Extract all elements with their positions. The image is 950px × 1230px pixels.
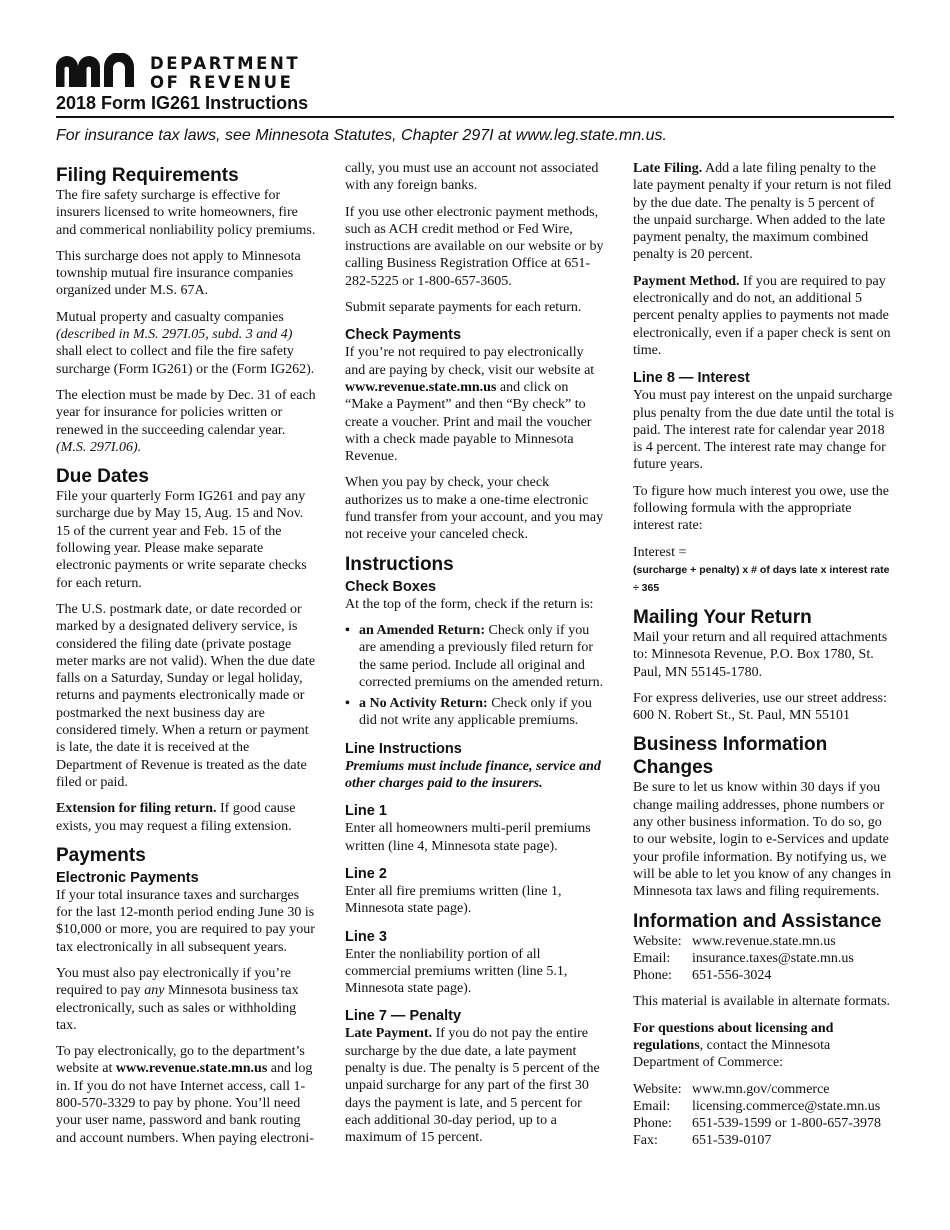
bullet: • bbox=[345, 696, 350, 712]
para-late-filing bbox=[633, 160, 895, 264]
contact-row bbox=[633, 1098, 895, 1115]
para-check-authorizes: When you pay by check, your check authorizes us to make a one-time electronic fund transfer from your account, and you may not receive your canceled check. bbox=[345, 475, 604, 543]
para-fire-safety: The fire safety surcharge is effective for insurers licensed to write homeowners, fire and commerical nonliability policy premiums. bbox=[56, 188, 316, 238]
text: You must also pay electronically if you’re required to pay bbox=[56, 965, 291, 999]
contact-label: Phone: bbox=[633, 968, 672, 984]
heading-instructions: Instructions bbox=[345, 553, 454, 575]
column-2 bbox=[345, 160, 607, 1155]
para-express-delivery: For express deliveries, use our street address: 600 N. Robert St., St. Paul, MN 55101 bbox=[633, 690, 887, 724]
contact-row bbox=[633, 950, 895, 967]
para-file-quarterly: File your quarterly Form IG261 and pay any surcharge due by May 15, Aug. 15 and Nov. 15 of the current year and Feb. 15 of the following year. Please make separate electronic payments or write separate checks for each return. bbox=[56, 489, 307, 591]
return-type-list bbox=[345, 622, 607, 730]
para-postmark: The U.S. postmark date, or date recorded or marked by a designated delivery service, is considered the filing date (private postage meter marks are not valid). When the due date falls on a Saturday, Sunday or legal holiday, returns and payments electronically made or postmarked the next business day are considered timely. When a return or payment is late, the date it is received at the Department of Revenue is treated as the date filed or paid. bbox=[56, 601, 316, 790]
contact-label: Phone: bbox=[633, 1116, 672, 1132]
para-extension bbox=[56, 800, 318, 835]
contact-row bbox=[633, 1115, 895, 1132]
text: If you’re not required to pay electronically and are paying by check, visit our website at bbox=[345, 345, 595, 378]
contact-row bbox=[633, 933, 895, 950]
para-top-of-form: At the top of the form, check if the return is: bbox=[345, 596, 594, 612]
run-in-heading: a No Activity Return: bbox=[359, 696, 488, 712]
logo-line-revenue: OF REVENUE bbox=[150, 73, 294, 92]
text: Check only if you did not write any applicable premiums. bbox=[359, 696, 592, 729]
run-in-heading: Extension for filing return. bbox=[56, 801, 217, 817]
text: To pay electronically, go to the department’s website at bbox=[56, 1044, 305, 1077]
para-business-changes: Be sure to let us know within 30 days if you change mailing addresses, phone numbers or any other business information. To do so, go to our website, login to e-Services and update your profile information. By notifying us, we will be able to let you know of any changes in Minnesota tax laws and filing requirements. bbox=[633, 780, 892, 900]
para-mutual bbox=[56, 309, 318, 378]
heading-line-2: Line 2 bbox=[345, 865, 387, 882]
citation: (M.S. 297I.06). bbox=[56, 439, 142, 455]
text: Add a late filing penalty to the late payment penalty if your return is not filed by the due date. The penalty is 5 percent of the unpaid surcharge. When added to the late payment penalty, the maximum combined penalty is 20 percent. bbox=[633, 161, 892, 263]
run-in-heading: an Amended Return: bbox=[359, 622, 486, 638]
para-alternate-formats: This material is available in alternate formats. bbox=[633, 994, 890, 1010]
para-to-pay bbox=[56, 1043, 318, 1147]
revenue-website: www.revenue.state.mn.us bbox=[345, 379, 497, 395]
contact-label: Website: bbox=[633, 1081, 682, 1097]
text: and log in. If you do not have Internet access, call 1-800-570-3329 to pay by phone. You’ll need your user name, password and bank routing and account numbers. When paying electroni- bbox=[56, 1061, 314, 1146]
contact-value: www.revenue.state.mn.us bbox=[692, 933, 836, 949]
text: The election must be made by Dec. 31 of each year for insurance for policies written or renewed in the succeeding calendar year. bbox=[56, 387, 316, 438]
contact-label: Email: bbox=[633, 950, 671, 966]
contact-row bbox=[633, 1081, 895, 1098]
para-interest: You must pay interest on the unpaid surcharge plus penalty from the due date until the total is paid. The interest rate for calendar year 2018 is 4 percent. The interest rate may change for future years. bbox=[633, 388, 894, 473]
list-item-amended bbox=[345, 622, 607, 691]
para-check-payments bbox=[345, 344, 607, 465]
formula-expression: (surcharge + penalty) x # of days late x interest rate ÷ 365 bbox=[633, 563, 890, 594]
text: , contact the Minnesota Department of Commerce: bbox=[633, 1037, 831, 1071]
contact-label: Website: bbox=[633, 933, 682, 949]
heading-check-payments: Check Payments bbox=[345, 327, 462, 344]
contact-value: www.mn.gov/commerce bbox=[692, 1081, 830, 1097]
list-item-no-activity bbox=[345, 695, 607, 730]
contact-value: licensing.commerce@state.mn.us bbox=[692, 1098, 881, 1114]
heading-payments: Payments bbox=[56, 844, 146, 866]
bullet: • bbox=[345, 622, 350, 638]
para-separate-payments: Submit separate payments for each return. bbox=[345, 300, 582, 316]
mn-logo-icon bbox=[56, 53, 136, 87]
contact-value: 651-539-0107 bbox=[692, 1133, 772, 1149]
revenue-website: www.revenue.state.mn.us bbox=[115, 1061, 268, 1077]
logo-line-department: DEPARTMENT bbox=[150, 54, 301, 73]
para-payment-method bbox=[633, 273, 895, 359]
commerce-contact-table bbox=[633, 1081, 895, 1150]
para-election bbox=[56, 387, 318, 456]
heading-check-boxes: Check Boxes bbox=[345, 578, 437, 595]
emphasis: any bbox=[144, 983, 165, 999]
text: Mutual property and casualty companies bbox=[56, 309, 284, 325]
heading-line-8: Line 8 — Interest bbox=[633, 370, 750, 387]
para-also-electronic bbox=[56, 965, 318, 1034]
logo-wordmark bbox=[150, 54, 300, 92]
heading-business-changes: Business Information Changes bbox=[633, 734, 828, 779]
text: If you are required to pay electronically and do not, an additional 5 percent penalty applies to payments not made electronically, even if a paper check is sent on time. bbox=[633, 273, 891, 358]
heading-line-1: Line 1 bbox=[345, 803, 387, 820]
contact-row bbox=[633, 1132, 895, 1149]
contact-label: Email: bbox=[633, 1098, 671, 1114]
form-title: 2018 Form IG261 Instructions bbox=[56, 93, 309, 113]
para-mailing-address: Mail your return and all required attachments to: Minnesota Revenue, P.O. Box 1780, St. Paul, MN 55145-1780. bbox=[633, 629, 888, 680]
text: and click on “Make a Payment” and then “By check” to create a voucher. Print and mail the voucher with a check made payable to Minnesota Revenue. bbox=[345, 379, 592, 465]
contact-label: Fax: bbox=[633, 1133, 658, 1149]
para-line-2: Enter all fire premiums written (line 1, Minnesota state page). bbox=[345, 883, 562, 917]
para-total-taxes: If your total insurance taxes and surcharges for the last 12-month period ending June 30 is $10,000 or more, you are required to pay your tax electronically in all subsequent years. bbox=[56, 887, 315, 955]
interest-formula bbox=[633, 544, 895, 597]
run-in-heading: Payment Method. bbox=[633, 273, 740, 289]
para-premiums-note: Premiums must include finance, service and other charges paid to the insurers. bbox=[345, 758, 601, 792]
contact-value: insurance.taxes@state.mn.us bbox=[692, 950, 854, 966]
heading-mailing: Mailing Your Return bbox=[633, 606, 812, 628]
heading-filing-requirements: Filing Requirements bbox=[56, 165, 239, 186]
text: shall elect to collect and file the fire safety surcharge (Form IG261) or the (Form IG262). bbox=[56, 344, 315, 377]
run-in-heading: Late Payment. bbox=[345, 1026, 433, 1042]
para-late-payment bbox=[345, 1025, 607, 1146]
contact-value: 651-539-1599 or 1-800-657-3978 bbox=[692, 1116, 881, 1132]
column-3 bbox=[633, 160, 895, 1159]
heading-line-3: Line 3 bbox=[345, 928, 387, 945]
column-1 bbox=[56, 160, 318, 1156]
text: Minnesota business tax electronically, such as sales or withholding tax. bbox=[56, 983, 299, 1033]
run-in-heading: For questions about licensing and regulations bbox=[633, 1020, 834, 1053]
text: If you do not pay the entire surcharge by the due date, a late payment penalty is due. The penalty is 5 percent of the unpaid surcharge for any part of the first 30 days the payment is late, and 5 percent for each additional 30-day period, up to a maximum of 15 percent. bbox=[345, 1026, 600, 1146]
text: Check only if you are amending a previously filed return for the same period. Include all original and corrected premiums on the amended return. bbox=[359, 622, 604, 690]
formula-label: Interest = bbox=[633, 544, 687, 560]
para-foreign-banks: cally, you must use an account not associated with any foreign banks. bbox=[345, 161, 599, 194]
para-township: This surcharge does not apply to Minnesota township mutual fire insurance companies organized under M.S. 67A. bbox=[56, 248, 301, 299]
heading-info-assistance: Information and Assistance bbox=[633, 910, 882, 932]
heading-line-instructions: Line Instructions bbox=[345, 740, 462, 757]
text: If good cause exists, you may request a filing extension. bbox=[56, 801, 296, 834]
para-licensing bbox=[633, 1020, 895, 1072]
revenue-contact-table bbox=[633, 933, 895, 985]
contact-value: 651-556-3024 bbox=[692, 968, 772, 984]
title-divider bbox=[56, 116, 894, 118]
heading-due-dates: Due Dates bbox=[56, 466, 149, 488]
citation: (described in M.S. 297I.05, subd. 3 and 4) bbox=[56, 327, 293, 343]
heading-electronic-payments: Electronic Payments bbox=[56, 869, 199, 886]
para-figure-interest: To figure how much interest you owe, use the following formula with the appropriate interest rate: bbox=[633, 483, 890, 534]
para-other-methods: If you use other electronic payment methods, such as ACH credit method or Fed Wire, instructions are available on our website or by calling Business Registration Office at 651-282-5225 or 1-800-657-3605. bbox=[345, 204, 604, 289]
para-line-3: Enter the nonliability portion of all commercial premiums written (line 5.1, Minnesota state page). bbox=[345, 946, 568, 997]
contact-row bbox=[633, 967, 895, 984]
para-line-1: Enter all homeowners multi-peril premiums written (line 4, Minnesota state page). bbox=[345, 821, 591, 854]
statutes-subtitle: For insurance tax laws, see Minnesota Statutes, Chapter 297I at www.leg.state.mn.us. bbox=[56, 127, 667, 144]
heading-line-7: Line 7 — Penalty bbox=[345, 1008, 462, 1025]
run-in-heading: Late Filing. bbox=[633, 161, 703, 176]
